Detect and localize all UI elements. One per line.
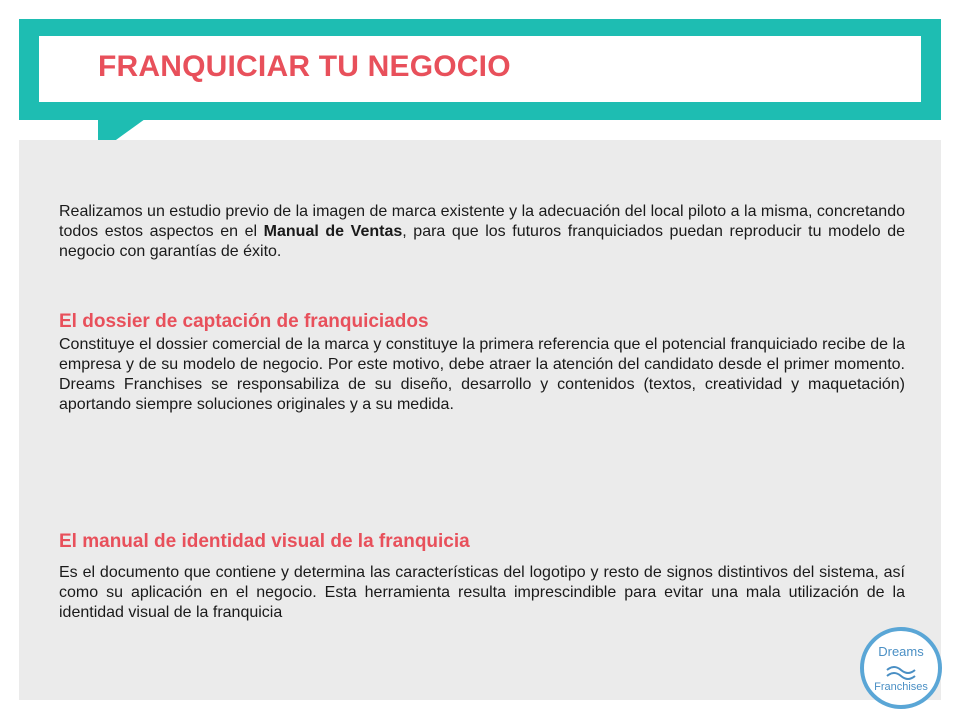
logo-text-franchises: Franchises xyxy=(874,681,928,693)
page-title: FRANQUICIAR TU NEGOCIO xyxy=(98,50,511,83)
section-heading-manual: El manual de identidad visual de la franquicia xyxy=(59,531,470,552)
intro-bold-term: Manual de Ventas xyxy=(263,223,403,240)
section-body-dossier: Constituye el dossier comercial de la marca y constituye la primera referencia que el potencial franquiciado recibe de la empresa y de su modelo de negocio. Por este motivo, debe atraer la atención del candidato desde el primer momento. Dreams Franchises se responsabiliza de su diseño, desarrollo y contenidos (textos, creatividad y maquetación) aportando siempre soluciones originales y a su medida. xyxy=(59,336,905,413)
dreams-franchises-logo xyxy=(859,626,943,710)
section-heading-dossier: El dossier de captación de franquiciados xyxy=(59,311,429,332)
logo-text-dreams: Dreams xyxy=(878,644,924,659)
section-body-manual: Es el documento que contiene y determina las características del logotipo y resto de signos distintivos del sistema, así como su aplicación en el negocio. Esta herramienta resulta imprescindible para evitar una mala utilización de la identidad visual de la franquicia xyxy=(59,564,905,621)
intro-text-after: , para que los futuros franquiciados puedan reproducir tu modelo de negocio con garantías de éxito. xyxy=(59,223,905,260)
intro-text-before: Realizamos un estudio previo de la imagen de marca existente y la adecuación del local piloto a la misma, concretando todos estos aspectos en el xyxy=(59,203,905,240)
intro-paragraph xyxy=(59,202,905,262)
logo-ring xyxy=(862,629,940,707)
